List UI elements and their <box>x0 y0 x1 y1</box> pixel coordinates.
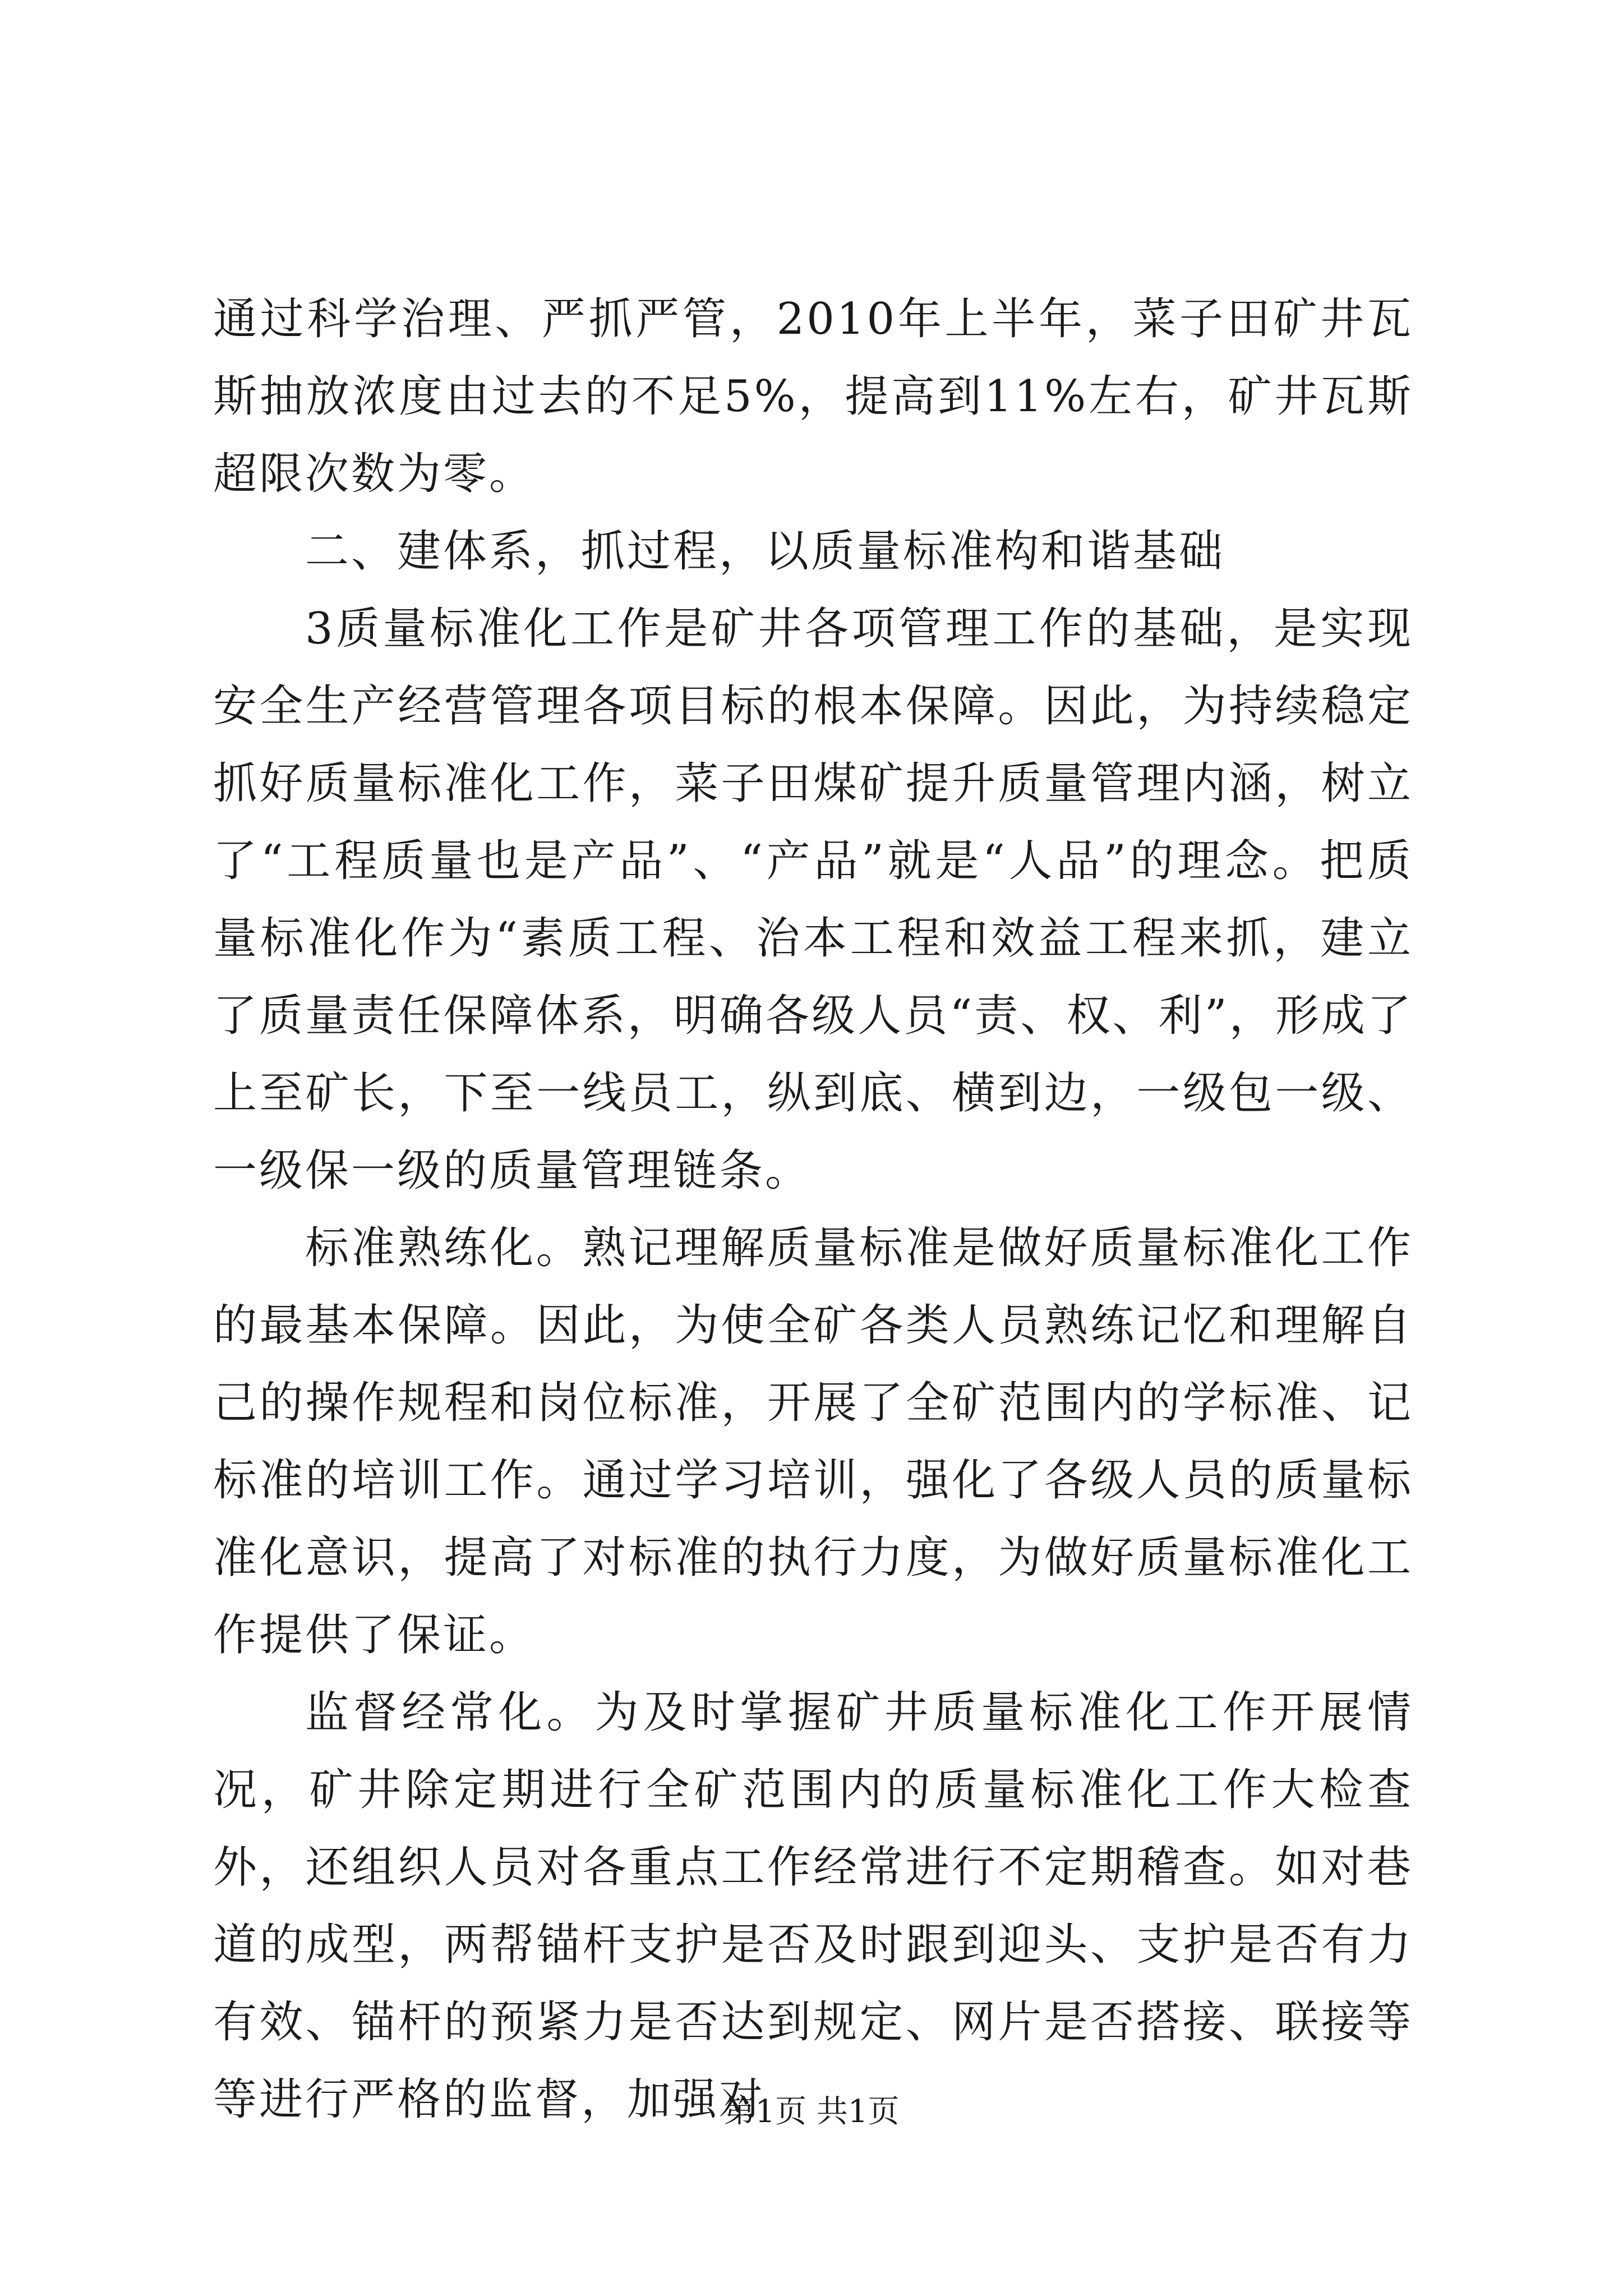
section-heading-quality-standards: 二、建体系，抓过程，以质量标准构和谐基础 <box>305 526 1225 577</box>
paragraph-quality-system: 3质量标准化工作是矿井各项管理工作的基础，是实现安全生产经营管理各项目标的根本保障。因此，为持续稳定抓好质量标准化工作，菜子田煤矿提升质量管理内涵，树立了“工程质量也是产品”、“产品”就是“人品”的理念。把质量标准化作为“素质工程、治本工程和效益工程来抓，建立了质量责任保障体系，明确各级人员“责、权、利”，形成了上至矿长，下至一线员工，纵到底、横到边，一级包一级、一级保一级的质量管理链条。 <box>213 604 1413 1196</box>
paragraph-regular-supervision: 监督经常化。为及时掌握矿井质量标准化工作开展情况，矿井除定期进行全矿范围内的质量标准化工作大检查外，还组织人员对各重点工作经常进行不定期稽查。如对巷道的成型，两帮锚杆支护是否及时跟到迎头、支护是否有力有效、锚杆的预紧力是否达到规定、网片是否搭接、联接等等进行严格的监督，加强对 <box>213 1687 1413 2125</box>
paragraph-gas-extraction: 通过科学治理、严抓严管，2010年上半年，菜子田矿井瓦斯抽放浓度由过去的不足5%，提高到11%左右，矿井瓦斯超限次数为零。 <box>213 294 1413 499</box>
document-body <box>213 280 1413 2138</box>
paragraph-standard-proficiency: 标准熟练化。熟记理解质量标准是做好质量标准化工作的最基本保障。因此，为使全矿各类人员熟练记忆和理解自己的操作规程和岗位标准，开展了全矿范围内的学标准、记标准的培训工作。通过学习培训，强化了各级人员的质量标准化意识，提高了对标准的执行力度，为做好质量标准化工作提供了保证。 <box>213 1223 1413 1660</box>
page-number-footer: 第1页 共1页 <box>723 2093 900 2130</box>
